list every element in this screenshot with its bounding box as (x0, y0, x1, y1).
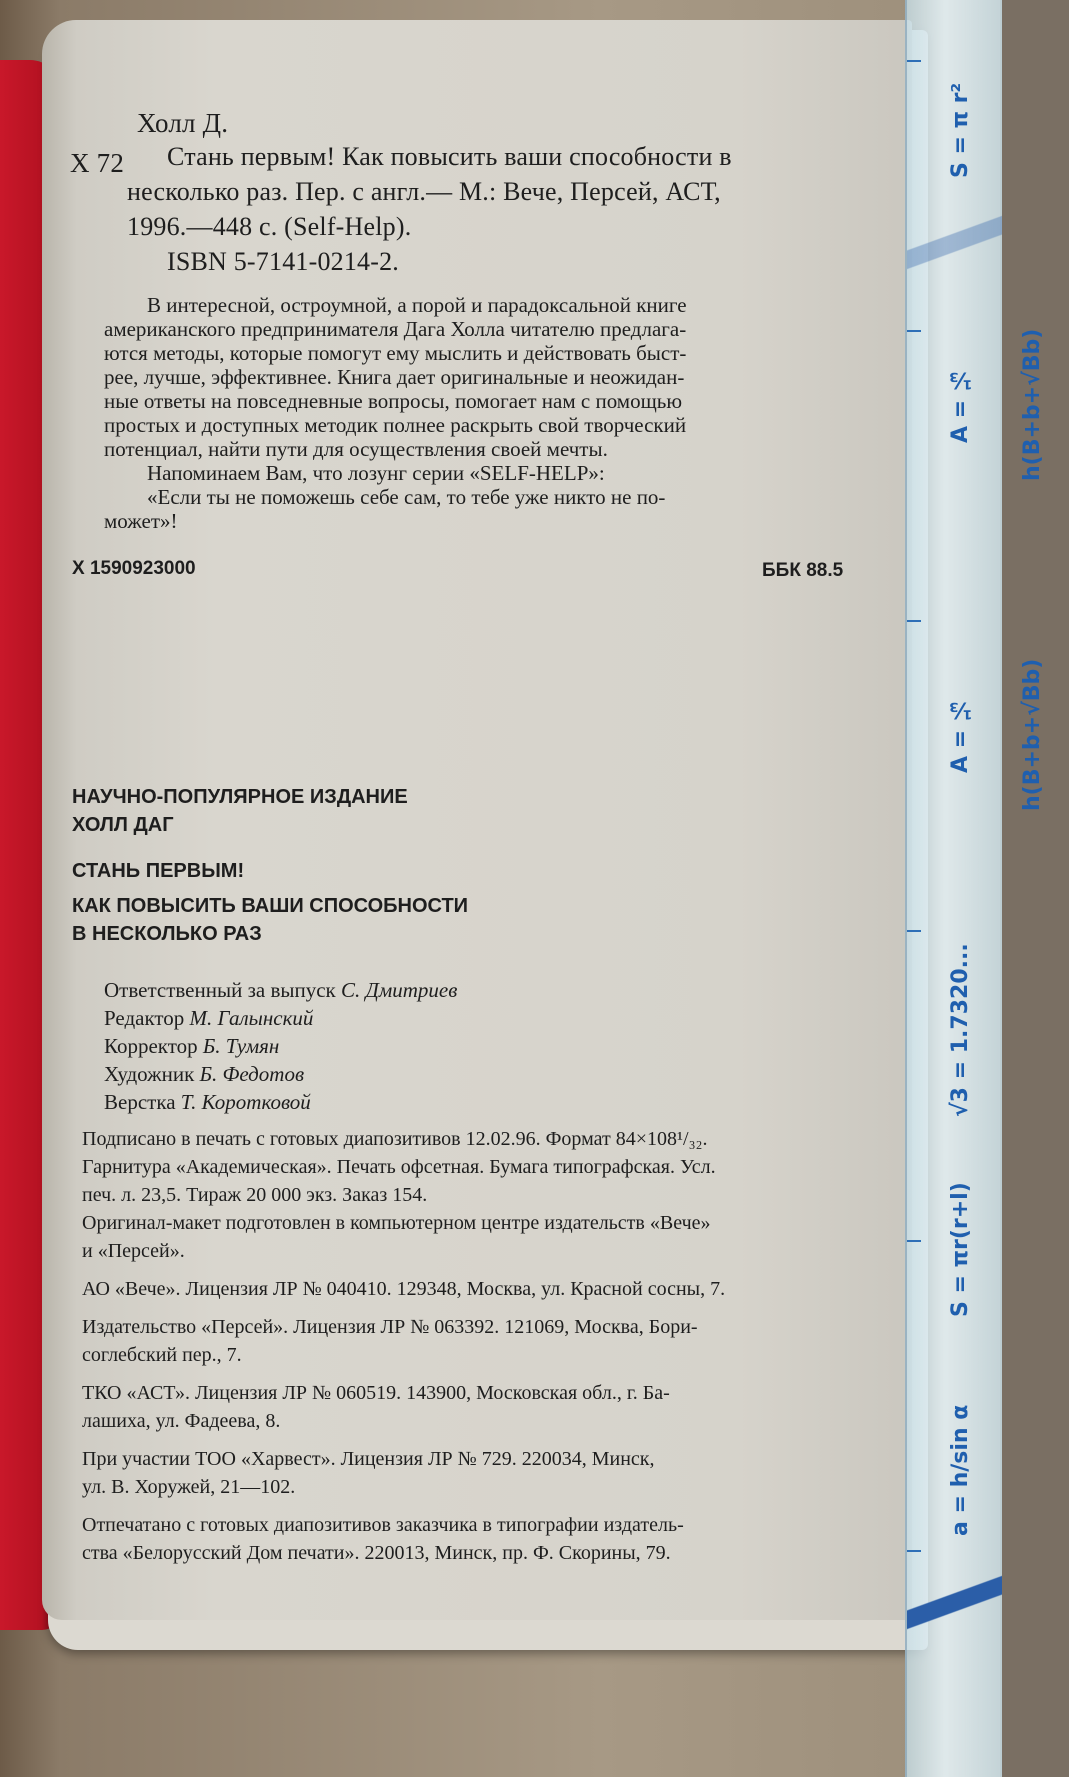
edition-title-1: СТАНЬ ПЕРВЫМ! (72, 860, 245, 882)
transparent-ruler (905, 0, 1045, 1777)
ruler-tick (907, 60, 921, 62)
annotation-line-10: может»! (104, 509, 178, 533)
credit-name: Б. Тумян (202, 1034, 280, 1058)
imprint-print-4: Оригинал-макет подготовлен в компьютерном центре издательств «Вече» (82, 1212, 711, 1234)
annotation-line-3: ются методы, которые помогут ему мыслить и действовать быст- (104, 341, 687, 365)
ruler-blue-stripe (907, 200, 1002, 290)
card-title-line3: 1996.—448 с. (Self-Help). (127, 212, 412, 241)
ruler-tick (907, 930, 921, 932)
imprint-print-3: печ. л. 23,5. Тираж 20 000 экз. Заказ 154. (82, 1184, 428, 1206)
imprint-printed-2: ства «Белорусский Дом печати». 220013, Минск, пр. Ф. Скорины, 79. (82, 1542, 671, 1564)
imprint-harvest-1: При участии ТОО «Харвест». Лицензия ЛР № 729. 220034, Минск, (82, 1448, 655, 1470)
annotation-line-6: простых и доступных методик полнее раскрыть свой творческий (104, 413, 687, 437)
imprint-persei-1: Издательство «Персей». Лицензия ЛР № 063392. 121069, Москва, Бори- (82, 1316, 698, 1338)
edition-title-3: В НЕСКОЛЬКО РАЗ (72, 923, 262, 945)
ruler-formula-1: S = π r² (948, 82, 973, 178)
bbk-code: ББК 88.5 (762, 560, 844, 581)
imprint-veche: АО «Вече». Лицензия ЛР № 040410. 129348, Москва, ул. Красной сосны, 7. (82, 1278, 726, 1300)
imprint-print-1: Подписано в печать с готовых диапозитивов 12.02.96. Формат 84×108¹/₃₂. (82, 1128, 708, 1150)
ruler-formula-6: a = h/sin α (948, 1404, 973, 1536)
ruler-formula-3: A = ⅓ h(B+b+√Bb) (948, 658, 1045, 812)
imprint-harvest-2: ул. В. Хоружей, 21—102. (82, 1476, 296, 1498)
card-title-line1: Стань первым! Как повысить ваши способности в (167, 142, 732, 171)
annotation-line-7: потенциал, найти пути для осуществления своей мечты. (104, 437, 608, 461)
annotation-line-1: В интересной, остроумной, а порой и парадоксальной книге (147, 293, 687, 317)
annotation-line-2: американского предпринимателя Дага Холла читателю предлага- (104, 317, 687, 341)
ruler-formula-5: S = πr(r+l) (948, 1182, 973, 1318)
credit-responsible (104, 978, 457, 1003)
card-author: Холл Д. (137, 108, 229, 138)
book-page (42, 20, 912, 1620)
card-title-line2: несколько раз. Пер. с англ.— М.: Вече, Персей, АСТ, (127, 177, 721, 206)
ruler-tick (907, 1550, 921, 1552)
imprint-printed-1: Отпечатано с готовых диапозитивов заказчика в типографии издатель- (82, 1514, 684, 1536)
credit-role: Художник (104, 1062, 195, 1086)
annotation-line-5: ные ответы на повседневные вопросы, помогает нам с помощью (104, 389, 683, 413)
credit-name: М. Галынский (189, 1006, 314, 1030)
card-isbn: ISBN 5-7141-0214-2. (167, 247, 400, 276)
ruler-tick (907, 620, 921, 622)
ruler-tick (907, 330, 921, 332)
imprint-print-5: и «Персей». (82, 1240, 185, 1262)
credit-editor (104, 1006, 313, 1031)
ruler-formula-2: A = ⅓ h(B+b+√Bb) (948, 328, 1045, 482)
library-code: Х 1590923000 (72, 558, 196, 579)
ruler-tick (907, 1240, 921, 1242)
credit-layout (104, 1090, 311, 1115)
edition-type: НАУЧНО-ПОПУЛЯРНОЕ ИЗДАНИЕ (72, 786, 408, 808)
imprint-print-2: Гарнитура «Академическая». Печать офсетная. Бумага типографская. Усл. (82, 1156, 716, 1178)
annotation-line-4: рее, лучше, эффективнее. Книга дает оригинальные и неожидан- (104, 365, 685, 389)
annotation-line-8: Напоминаем Вам, что лозунг серии «SELF-HELP»: (147, 461, 605, 485)
imprint-ast-2: лашиха, ул. Фадеева, 8. (82, 1410, 281, 1432)
ruler-blue-stripe (907, 1560, 1002, 1650)
credit-role: Редактор (104, 1006, 185, 1030)
imprint-persei-2: соглебский пер., 7. (82, 1344, 242, 1366)
credit-artist (104, 1062, 304, 1087)
credit-role: Верстка (104, 1090, 176, 1114)
edition-author: ХОЛЛ ДАГ (72, 814, 174, 836)
ruler-formula-4: √3 = 1.7320... (948, 943, 973, 1117)
annotation-line-9: «Если ты не поможешь себе сам, то тебе уже никто не по- (147, 485, 666, 509)
credit-proofreader (104, 1034, 279, 1059)
credit-name: Б. Федотов (199, 1062, 305, 1086)
edition-title-2: КАК ПОВЫСИТЬ ВАШИ СПОСОБНОСТИ (72, 895, 469, 917)
credit-role: Ответственный за выпуск (104, 978, 336, 1002)
credit-name: Т. Коротковой (180, 1090, 311, 1114)
credit-name: С. Дмитриев (340, 978, 458, 1002)
card-code: Х 72 (70, 148, 125, 178)
imprint-ast-1: ТКО «АСТ». Лицензия ЛР № 060519. 143900, Московская обл., г. Ба- (82, 1382, 670, 1404)
credit-role: Корректор (104, 1034, 198, 1058)
